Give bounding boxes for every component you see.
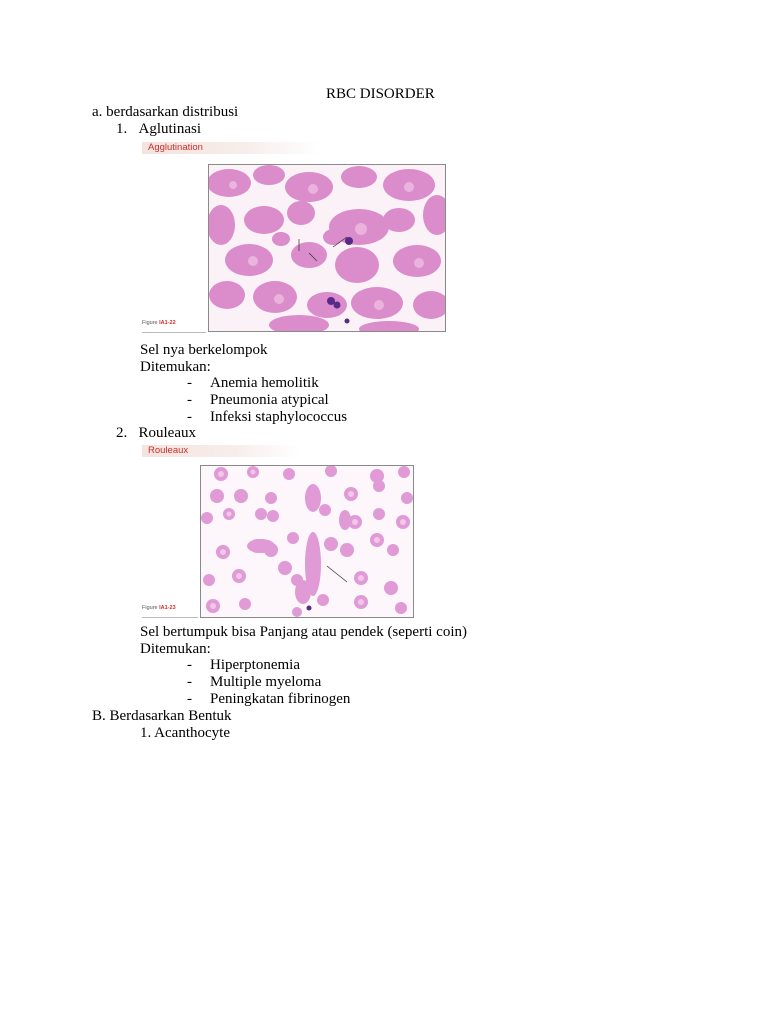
section-a-heading: a. berdasarkan distribusi (92, 104, 239, 120)
caption-number: IA1-22 (159, 320, 176, 326)
bullet-marker: - (187, 409, 192, 425)
bullet-marker: - (187, 657, 192, 673)
bullet-marker: - (187, 691, 192, 707)
bullet-marker: - (187, 674, 192, 690)
caption-prefix: Figure (142, 320, 158, 326)
section-b-heading: B. Berdasarkan Bentuk (92, 708, 232, 724)
rouleaux-bullet-2: Multiple myeloma (210, 674, 322, 690)
bullet-marker: - (187, 392, 192, 408)
figure-caption-rouleaux (142, 605, 176, 612)
item-rouleaux-label: 2. Rouleaux (116, 425, 196, 441)
page-title: RBC DISORDER (326, 86, 435, 102)
rule-agglutination (142, 332, 206, 333)
aglutinasi-bullet-1: Anemia hemolitik (210, 375, 319, 391)
figure-banner-rouleaux: Rouleaux (142, 445, 300, 457)
caption-prefix: Figure (142, 605, 158, 611)
rouleaux-description: Sel bertumpuk bisa Panjang atau pendek (seperti coin) (140, 624, 467, 640)
aglutinasi-description: Sel nya berkelompok (140, 342, 268, 358)
aglutinasi-found-label: Ditemukan: (140, 359, 211, 375)
agglutination-micrograph (208, 164, 446, 332)
rouleaux-bullet-3: Peningkatan fibrinogen (210, 691, 351, 707)
rule-rouleaux (142, 617, 198, 618)
rouleaux-bullet-1: Hiperptonemia (210, 657, 300, 673)
aglutinasi-bullet-2: Pneumonia atypical (210, 392, 329, 408)
rouleaux-found-label: Ditemukan: (140, 641, 211, 657)
figure-banner-agglutination: Agglutination (142, 142, 320, 154)
aglutinasi-bullet-3: Infeksi staphylococcus (210, 409, 348, 425)
item-acanthocyte-label: 1. Acanthocyte (140, 725, 230, 741)
item-aglutinasi-label: 1. Aglutinasi (116, 121, 201, 137)
caption-number: IA1-23 (159, 605, 176, 611)
bullet-marker: - (187, 375, 192, 391)
rouleaux-micrograph (200, 465, 414, 618)
figure-caption-agglutination (142, 320, 176, 327)
